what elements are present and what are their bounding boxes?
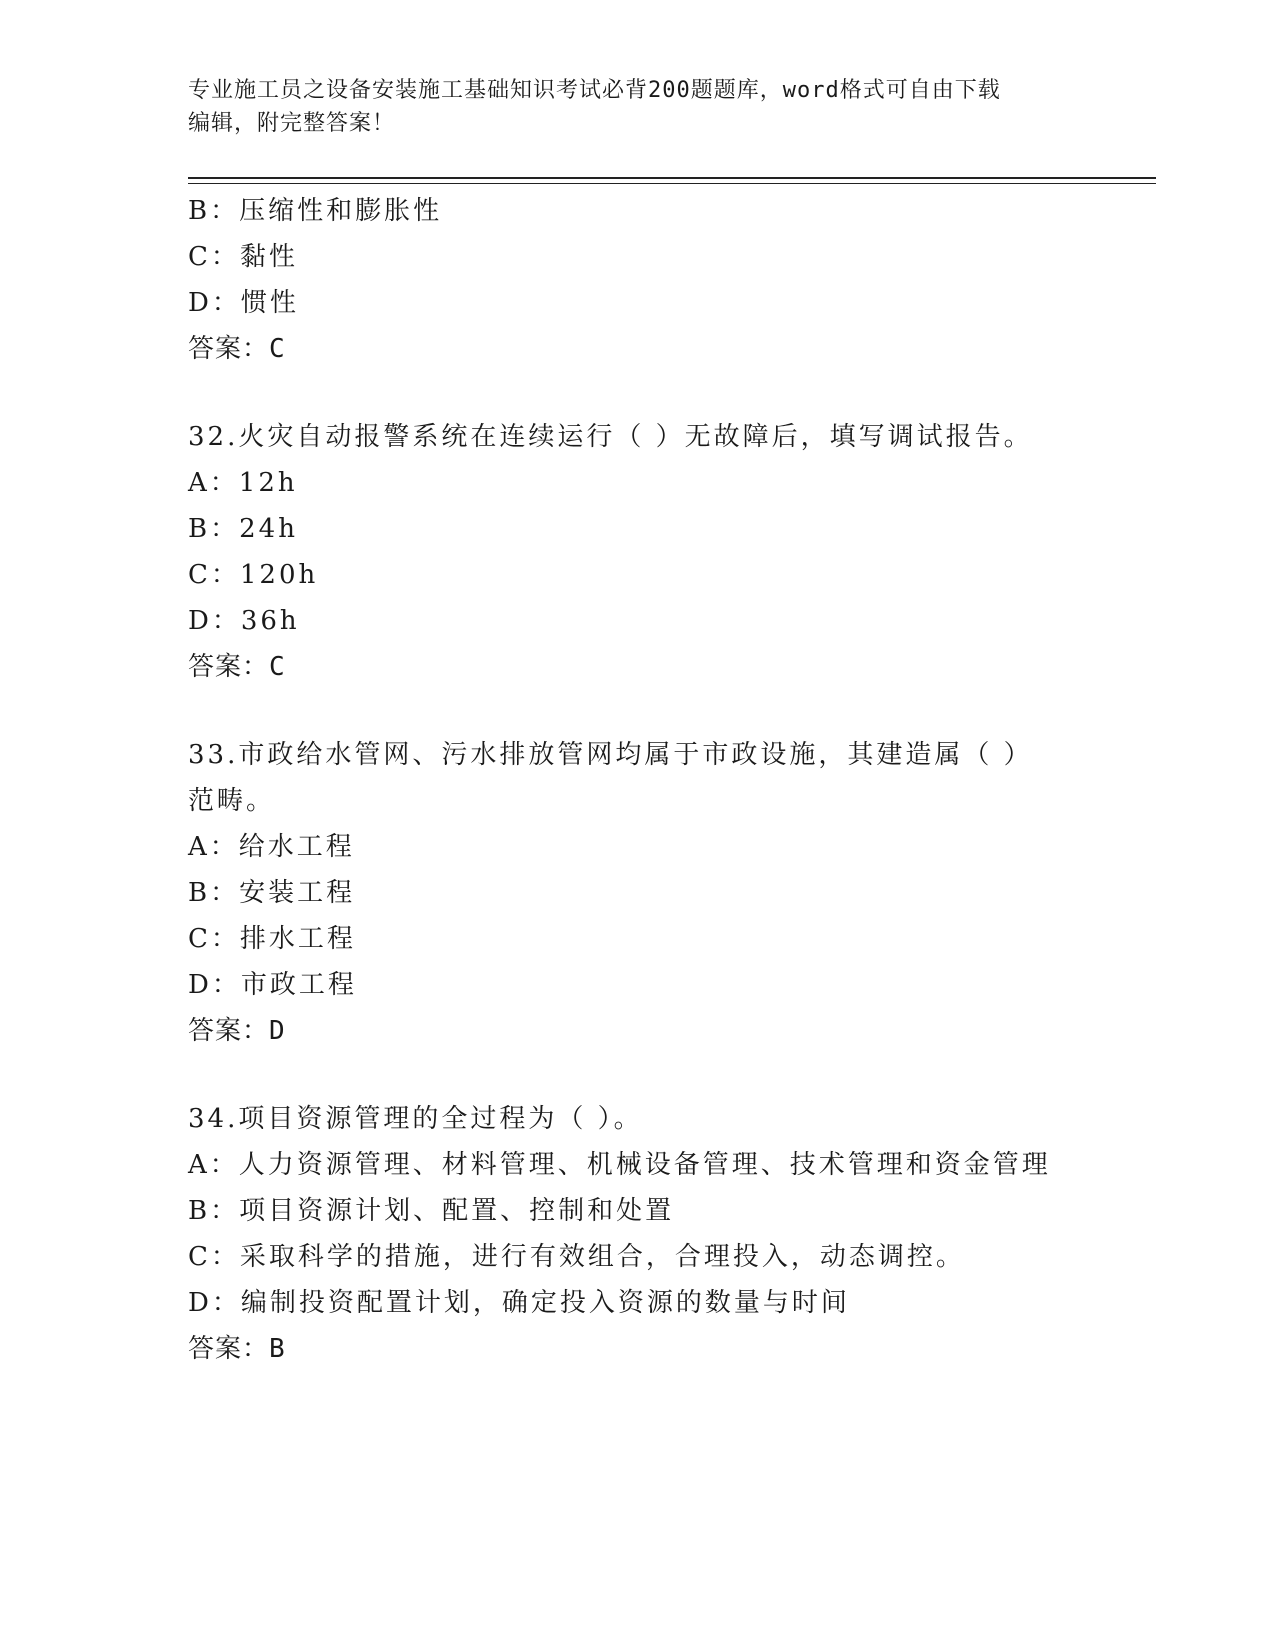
- option-b: B：压缩性和膨胀性: [188, 196, 443, 226]
- question-33: [188, 732, 1088, 1054]
- question-list: [188, 188, 1088, 1372]
- question-34: [188, 1096, 1088, 1372]
- option-d: D：市政工程: [188, 970, 357, 1000]
- option-c: C：120h: [188, 560, 319, 590]
- question-stem: 33.市政给水管网、污水排放管网均属于市政设施，其建造属（ ）范畴。: [188, 740, 1033, 816]
- option-d: D：36h: [188, 606, 300, 636]
- option-c: C：采取科学的措施，进行有效组合，合理投入，动态调控。: [188, 1242, 965, 1272]
- option-a: A：12h: [188, 468, 298, 498]
- answer-line: 答案：D: [188, 1016, 286, 1046]
- header-divider-thick: [188, 177, 1156, 179]
- option-d: D：编制投资配置计划，确定投入资源的数量与时间: [188, 1288, 850, 1318]
- option-c: C：排水工程: [188, 924, 356, 954]
- option-b: B：安装工程: [188, 878, 356, 908]
- answer-line: 答案：C: [188, 334, 286, 364]
- header-title-line-1: 专业施工员之设备安装施工基础知识考试必背200题题库，word格式可自由下载: [188, 78, 1001, 103]
- option-b: B：项目资源计划、配置、控制和处置: [188, 1196, 675, 1226]
- header-title-line-2: 编辑，附完整答案！: [188, 111, 396, 136]
- question-32: [188, 414, 1088, 690]
- answer-line: 答案：C: [188, 652, 286, 682]
- question-stem: 32.火灾自动报警系统在连续运行（ ）无故障后，填写调试报告。: [188, 422, 1033, 452]
- option-b: B：24h: [188, 514, 298, 544]
- option-a: A：人力资源管理、材料管理、机械设备管理、技术管理和资金管理: [188, 1150, 1051, 1180]
- question-stem: 34.项目资源管理的全过程为（ ）。: [188, 1104, 643, 1134]
- question-31-continued: [188, 188, 1088, 372]
- option-a: A：给水工程: [188, 832, 355, 862]
- header-divider-thin: [188, 183, 1156, 184]
- option-d: D：惯性: [188, 288, 299, 318]
- answer-line: 答案：B: [188, 1334, 286, 1364]
- option-c: C：黏性: [188, 242, 298, 272]
- document-header: [188, 74, 1068, 140]
